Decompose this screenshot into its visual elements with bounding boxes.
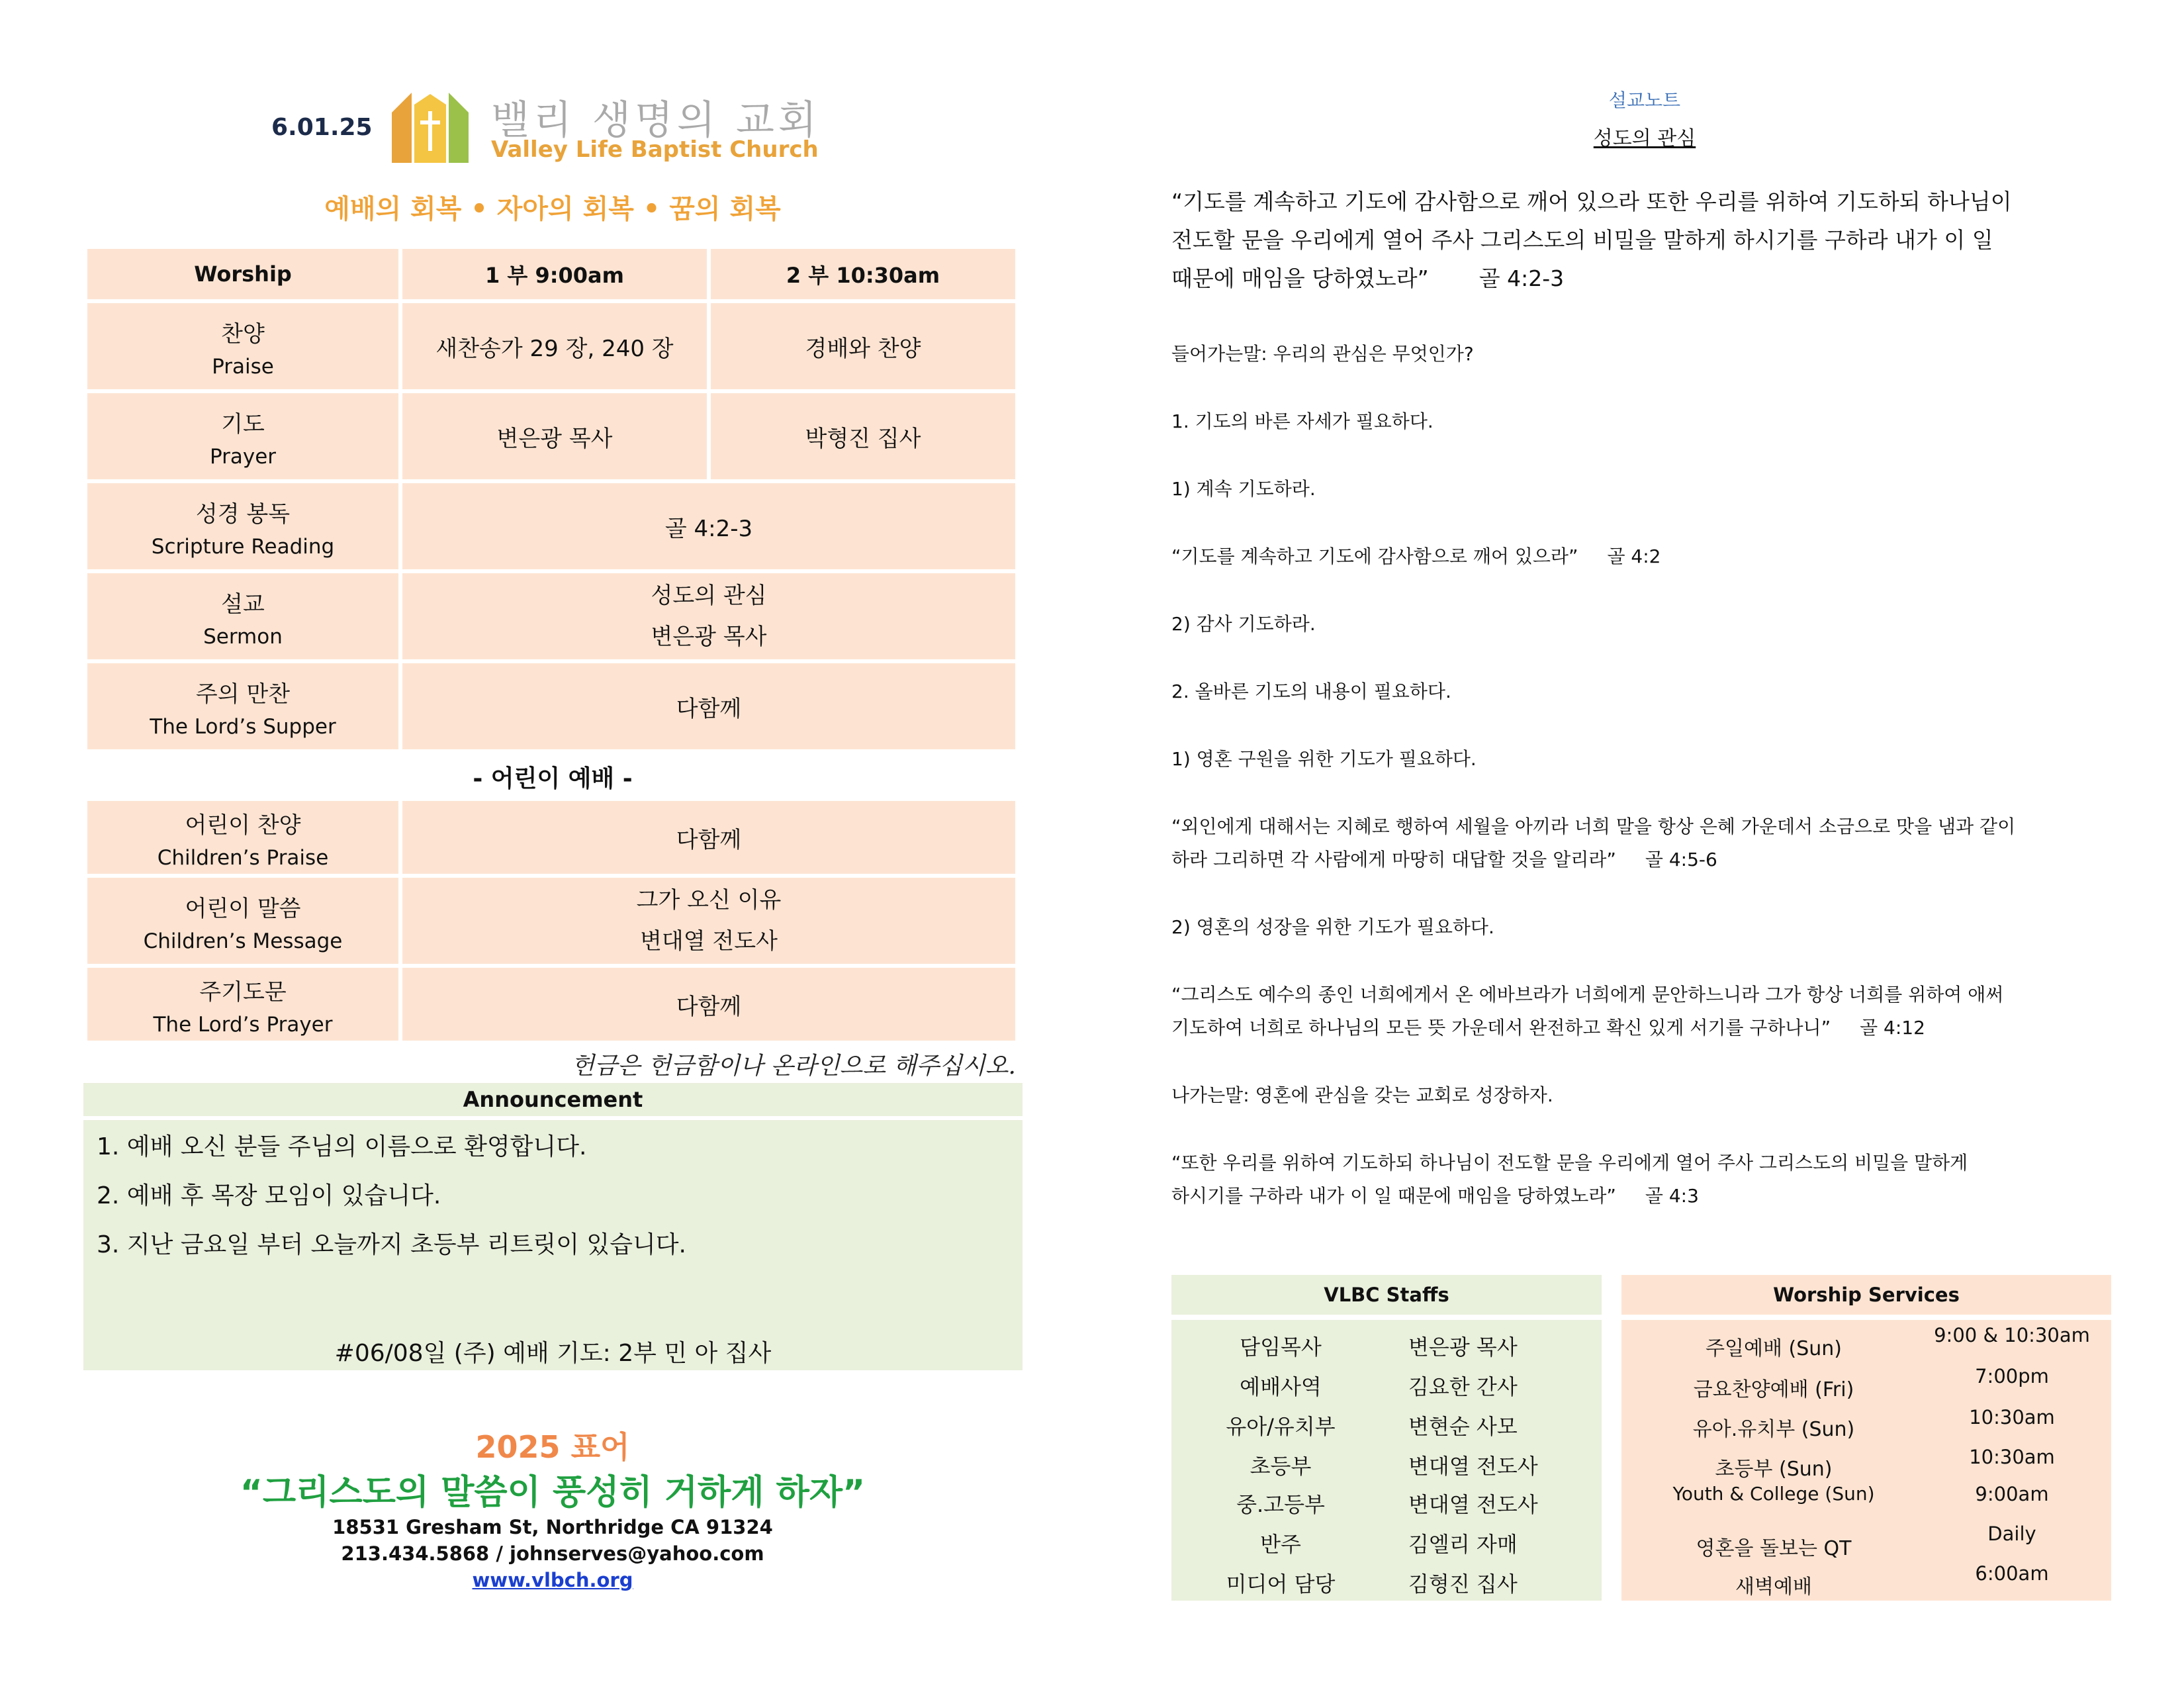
service-name: 초등부 (Sun) bbox=[1715, 1458, 1833, 1481]
service-time: 9:00am bbox=[1975, 1483, 2049, 1505]
announcement-box bbox=[83, 1120, 1023, 1370]
prayer-second: 박형진 집사 bbox=[711, 393, 1015, 479]
notes-verse-3-line bbox=[1171, 1011, 2111, 1045]
kids-prayer-row bbox=[87, 968, 1015, 1041]
church-logo-icon bbox=[392, 93, 469, 163]
staff-role: 유아/유치부 bbox=[1226, 1414, 1336, 1439]
announcement-item: 2. 예배 후 목장 모임이 있습니다. bbox=[97, 1182, 441, 1209]
notes-point-2-1: 1) 영혼 구원을 위한 기도가 필요하다. bbox=[1171, 748, 1477, 770]
kids-message-value bbox=[402, 878, 1015, 964]
prayer-label bbox=[87, 393, 398, 479]
church-motto: 예배의 회복 • 자아의 회복 • 꿈의 회복 bbox=[324, 194, 781, 224]
main-verse-line: 전도할 문을 우리에게 열어 주사 그리스도의 비밀을 말하게 하시기를 구하라 내가 이 일 bbox=[1171, 227, 1993, 253]
verse-2-text: 하라 그리하면 각 사람에게 마땅히 대답할 것을 알리라” bbox=[1171, 849, 1616, 870]
theme-year: 2025 표어 bbox=[475, 1429, 630, 1465]
next-week-prayer: #06/08일 (주) 예배 기도: 2부 민 아 집사 bbox=[334, 1340, 772, 1367]
announcement-item: 1. 예배 오신 분들 주님의 이름으로 환영합니다. bbox=[97, 1133, 587, 1160]
kids-praise-row bbox=[87, 801, 1015, 874]
notes-verse-3-line: “그리스도 예수의 종인 너희에게서 온 에바브라가 너희에게 문안하느니라 그가 항상 너희를 위하여 애써 bbox=[1171, 984, 2004, 1006]
worship-header-row bbox=[87, 249, 1015, 299]
offering-note: 헌금은 헌금함이나 온라인으로 해주십시오. bbox=[571, 1053, 1016, 1080]
service-time: 10:30am bbox=[1969, 1406, 2055, 1429]
kids-praise-label bbox=[87, 801, 398, 874]
scripture-value: 골 4:2-3 bbox=[402, 483, 1015, 569]
praise-second: 경배와 찬양 bbox=[711, 303, 1015, 389]
sermon-notes-label: 설교노트 bbox=[1608, 89, 1681, 111]
staff-role: 담임목사 bbox=[1240, 1335, 1322, 1360]
theme-text: “그리스도의 말씀이 풍성히 거하게 하자” bbox=[240, 1473, 866, 1513]
scripture-label bbox=[87, 483, 398, 569]
staff-name: 변현순 사모 bbox=[1408, 1414, 1518, 1439]
worship-order-table bbox=[83, 245, 1019, 753]
scripture-label-kr: 성경 봉독 bbox=[195, 501, 291, 528]
services-title: Worship Services bbox=[1621, 1275, 2111, 1315]
staff-name: 김엘리 자매 bbox=[1408, 1532, 1518, 1557]
service-name: 영혼을 돌보는 QT bbox=[1696, 1537, 1852, 1560]
staff-role: 초등부 bbox=[1250, 1454, 1312, 1479]
staff-name: 김형진 집사 bbox=[1408, 1571, 1518, 1597]
kids-worship-table bbox=[83, 797, 1019, 1045]
notes-verse-2-line bbox=[1171, 843, 2111, 876]
notes-intro: 들어가는말: 우리의 관심은 무엇인가? bbox=[1171, 343, 1474, 365]
supper-label-en: The Lord’s Supper bbox=[150, 715, 336, 739]
staff-role: 중.고등부 bbox=[1236, 1492, 1325, 1517]
prayer-label-kr: 기도 bbox=[221, 411, 265, 438]
announcement-title: Announcement bbox=[83, 1083, 1023, 1116]
notes-verse-2-line: “외인에게 대해서는 지혜로 행하여 세월을 아끼라 너희 말을 항상 은혜 가운데서 소금으로 맛을 냄과 같이 bbox=[1171, 816, 2016, 837]
service-name: 새벽예배 bbox=[1735, 1575, 1812, 1599]
service-name: 유아.유치부 (Sun) bbox=[1692, 1418, 1855, 1441]
praise-label bbox=[87, 303, 398, 389]
praise-label-kr: 찬양 bbox=[221, 321, 265, 348]
kids-prayer-label bbox=[87, 968, 398, 1041]
prayer-first: 변은광 목사 bbox=[402, 393, 707, 479]
notes-closing: 나가는말: 영혼에 관심을 갖는 교회로 성장하자. bbox=[1171, 1084, 1553, 1106]
service-time: 9:00 & 10:30am bbox=[1934, 1324, 2090, 1346]
staff-role: 미디어 담당 bbox=[1226, 1571, 1336, 1597]
sermon-label-en: Sermon bbox=[203, 625, 283, 649]
kids-message-row bbox=[87, 878, 1015, 964]
notes-point-2: 2. 올바른 기도의 내용이 필요하다. bbox=[1171, 680, 1451, 702]
kids-praise-label-en: Children’s Praise bbox=[157, 846, 329, 870]
sermon-preacher: 변은광 목사 bbox=[651, 624, 767, 650]
church-name-korean: 밸리 생명의 교회 bbox=[491, 97, 821, 144]
supper-value: 다함께 bbox=[402, 663, 1015, 749]
staff-name: 김요한 간사 bbox=[1408, 1374, 1518, 1399]
bulletin-date: 6.01.25 bbox=[271, 114, 373, 141]
service-name: 금요찬양예배 (Fri) bbox=[1693, 1378, 1854, 1401]
church-address: 18531 Gresham St, Northridge CA 91324 bbox=[332, 1516, 773, 1538]
sermon-label-kr: 설교 bbox=[221, 591, 265, 618]
kids-prayer-value: 다함께 bbox=[402, 968, 1015, 1041]
kids-message-title: 그가 오신 이유 bbox=[636, 887, 782, 914]
kids-worship-title: - 어린이 예배 - bbox=[473, 765, 633, 792]
service-time: 6:00am bbox=[1975, 1562, 2049, 1585]
verse-2-ref: 골 4:5-6 bbox=[1645, 849, 1717, 870]
staff-name: 변대열 전도사 bbox=[1408, 1454, 1538, 1479]
sermon-label bbox=[87, 573, 398, 659]
kids-message-speaker: 변대열 전도사 bbox=[640, 928, 778, 955]
announcement-item: 3. 지난 금요일 부터 오늘까지 초등부 리트릿이 있습니다. bbox=[97, 1231, 686, 1258]
kids-message-label-kr: 어린이 말씀 bbox=[185, 896, 301, 922]
main-verse-line: “기도를 계속하고 기도에 감사함으로 깨어 있으라 또한 우리를 위하여 기도하되 하나님이 bbox=[1171, 189, 2012, 214]
sermon-row bbox=[87, 573, 1015, 659]
praise-first: 새찬송가 29 장, 240 장 bbox=[402, 303, 707, 389]
church-website-link[interactable]: www.vlbch.org bbox=[472, 1569, 633, 1591]
header-second-service: 2 부 10:30am bbox=[711, 249, 1015, 299]
verse-4-text: 하시기를 구하라 내가 이 일 때문에 매임을 당하였노라” bbox=[1171, 1185, 1616, 1207]
kids-prayer-label-kr: 주기도문 bbox=[199, 979, 287, 1006]
services-body bbox=[1621, 1320, 2111, 1601]
staff-name: 변대열 전도사 bbox=[1408, 1492, 1538, 1517]
notes-point-1: 1. 기도의 바른 자세가 필요하다. bbox=[1171, 410, 1433, 432]
main-verse-ref: 골 4:2-3 bbox=[1479, 265, 1565, 291]
services-table bbox=[1621, 1275, 2111, 1599]
church-name-english: Valley Life Baptist Church bbox=[491, 136, 819, 163]
supper-label-kr: 주의 만찬 bbox=[195, 681, 291, 708]
notes-verse-4-line bbox=[1171, 1180, 2111, 1213]
service-name: 주일예배 (Sun) bbox=[1706, 1337, 1842, 1360]
kids-message-label-en: Children’s Message bbox=[143, 929, 343, 953]
service-name: Youth & College (Sun) bbox=[1672, 1483, 1875, 1505]
service-time: 10:30am bbox=[1969, 1446, 2055, 1468]
staffs-table bbox=[1171, 1275, 1602, 1597]
church-contact: 213.434.5868 / johnserves@yahoo.com bbox=[341, 1542, 764, 1565]
praise-row bbox=[87, 303, 1015, 389]
supper-label bbox=[87, 663, 398, 749]
notes-point-1-1: 1) 계속 기도하라. bbox=[1171, 478, 1316, 500]
verse-3-ref: 골 4:12 bbox=[1860, 1017, 1925, 1039]
main-verse-line bbox=[1171, 259, 2098, 298]
staffs-body bbox=[1171, 1320, 1602, 1601]
kids-praise-value: 다함께 bbox=[402, 801, 1015, 874]
scripture-label-en: Scripture Reading bbox=[151, 535, 335, 559]
supper-row bbox=[87, 663, 1015, 749]
prayer-label-en: Prayer bbox=[209, 445, 277, 469]
notes-verse-4-line: “또한 우리를 위하여 기도하되 하나님이 전도할 문을 우리에게 열어 주사 그리스도의 비밀을 말하게 bbox=[1171, 1152, 1968, 1174]
notes-point-2-2: 2) 영혼의 성장을 위한 기도가 필요하다. bbox=[1171, 916, 1494, 938]
staffs-title: VLBC Staffs bbox=[1171, 1275, 1602, 1315]
staff-name: 변은광 목사 bbox=[1408, 1335, 1518, 1360]
main-verse-text: 때문에 매임을 당하였노라” bbox=[1171, 265, 1429, 291]
kids-praise-label-kr: 어린이 찬양 bbox=[185, 812, 301, 839]
service-time: 7:00pm bbox=[1975, 1365, 2049, 1387]
prayer-row bbox=[87, 393, 1015, 479]
sermon-notes-title: 성도의 관심 bbox=[1593, 127, 1696, 150]
service-time: Daily bbox=[1987, 1523, 2036, 1545]
verse-3-text: 기도하여 너희로 하나님의 모든 뜻 가운데서 완전하고 확신 있게 서기를 구하나니” bbox=[1171, 1017, 1831, 1039]
kids-prayer-label-en: The Lord’s Prayer bbox=[153, 1013, 333, 1037]
kids-message-label bbox=[87, 878, 398, 964]
verse-1-ref: 골 4:2 bbox=[1607, 545, 1661, 567]
staff-role: 예배사역 bbox=[1240, 1374, 1322, 1399]
scripture-row bbox=[87, 483, 1015, 569]
notes-point-1-2: 2) 감사 기도하라. bbox=[1171, 613, 1316, 635]
header-worship: Worship bbox=[87, 249, 398, 299]
staff-role: 반주 bbox=[1260, 1532, 1301, 1557]
praise-label-en: Praise bbox=[212, 355, 274, 379]
verse-1-text: “기도를 계속하고 기도에 감사함으로 깨어 있으라” bbox=[1171, 545, 1578, 567]
verse-4-ref: 골 4:3 bbox=[1645, 1185, 1699, 1207]
notes-verse-1 bbox=[1171, 540, 2111, 573]
sermon-value bbox=[402, 573, 1015, 659]
header-first-service: 1 부 9:00am bbox=[402, 249, 707, 299]
sermon-title: 성도의 관심 bbox=[651, 583, 767, 609]
